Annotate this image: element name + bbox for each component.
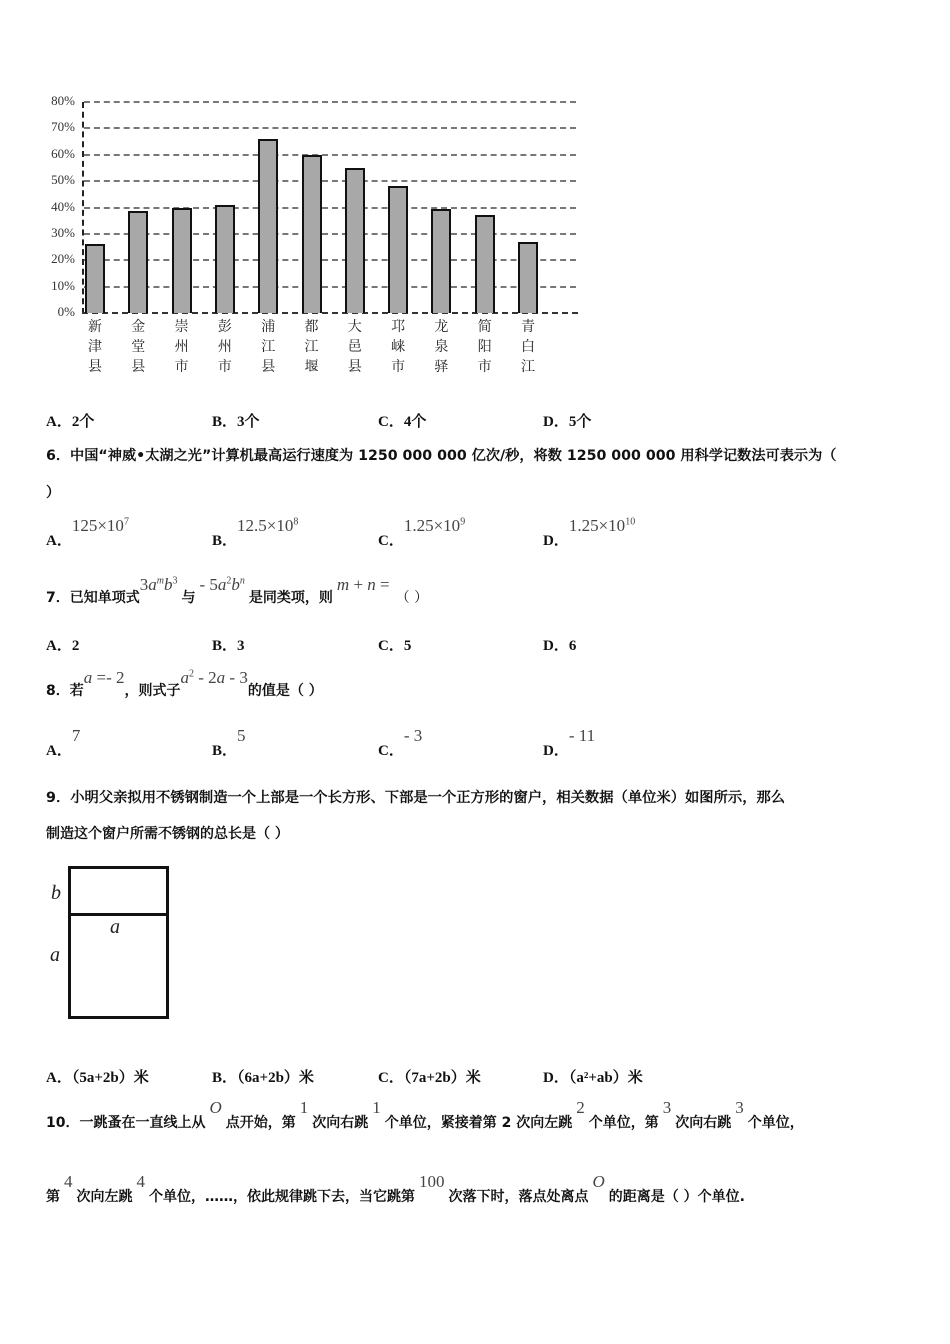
q10-text: 个单位，第 [588, 1115, 659, 1131]
q5-option-b[interactable]: B．3个 [212, 414, 260, 430]
x-tick-label: 崇 州 市 [174, 319, 189, 375]
x-tick-label: 新 津 县 [88, 319, 102, 375]
bar [475, 215, 495, 313]
q7-stem: 7．已知单项式$3a^mb^3$与- $5a^2b^n$是同类项，则m + n =（ ） [46, 575, 429, 606]
grid-line [84, 154, 576, 156]
q7-term2: - $5a^2b^n$ [199, 575, 245, 594]
window-diagram [40, 860, 190, 1030]
bar [172, 208, 192, 314]
label-a-top: a [110, 916, 120, 938]
q8-option-c[interactable]: C．- 3 [378, 726, 423, 759]
bar [85, 244, 105, 313]
q10-text: 第 [46, 1189, 60, 1205]
q9-option-a[interactable]: A．（5a+2b）米 [46, 1070, 149, 1086]
grid-line [84, 259, 576, 261]
grid-line [84, 101, 576, 103]
q10-stem-line2 [46, 1172, 745, 1205]
q8-option-a[interactable]: A．7 [46, 726, 81, 759]
x-tick-label: 简 阳 市 [477, 319, 492, 375]
q10-math: 100 [419, 1172, 445, 1191]
grid-line [84, 286, 576, 288]
label-b: b [51, 882, 61, 904]
grid-line [84, 207, 576, 209]
q6-stem-line1: 6．中国“神威•太湖之光”计算机最高运行速度为 1250 000 000 亿次/秒，将数 1250 000 000 用科学记数法可表示为（ [46, 448, 837, 464]
q9-stem-line2: 制造这个窗户所需不锈钢的总长是（ ） [46, 826, 289, 842]
x-tick-label: 青 白 江 [521, 319, 535, 375]
x-tick-label: 彭 州 市 [217, 319, 232, 375]
y-tick-label: 50% [51, 172, 75, 188]
q6-option-a[interactable]: A．$125\times 10^7$ [46, 516, 129, 549]
q10-math: 1 [372, 1098, 381, 1117]
q10-math: 4 [136, 1172, 145, 1191]
q5-option-d[interactable]: D．5个 [543, 414, 592, 430]
q10-math: O [592, 1172, 605, 1191]
q10-stem-line1 [46, 1098, 804, 1131]
bar [431, 209, 451, 313]
q9-option-b[interactable]: B．（6a+2b）米 [212, 1070, 314, 1086]
grid-line [84, 127, 576, 129]
bar-chart [30, 95, 590, 385]
q8-option-b[interactable]: B．5 [212, 726, 246, 759]
x-tick-label: 浦 江 县 [261, 319, 276, 375]
q9-option-c[interactable]: C．（7a+2b）米 [378, 1070, 481, 1086]
bar [345, 168, 365, 313]
x-tick-label: 金 堂 县 [131, 319, 146, 375]
q6-option-c[interactable]: C．$1.25\times 10^9$ [378, 516, 466, 549]
y-tick-label: 0% [57, 304, 75, 319]
q10-math: O [209, 1098, 222, 1117]
y-tick-label: 80% [51, 93, 75, 108]
q10-text: 个单位，……，依此规律跳下去，当它跳第 [149, 1189, 415, 1205]
x-tick-label: 都 江 堰 [304, 319, 319, 375]
q6-option-b[interactable]: B．$12.5\times 10^8$ [212, 516, 299, 549]
y-axis-line [82, 102, 84, 314]
x-tick-label: 大 邑 县 [347, 319, 362, 375]
bar [302, 155, 322, 313]
window-top-rectangle [68, 866, 169, 916]
q10-text: 10．一跳蚤在一直线上从 [46, 1115, 206, 1131]
y-tick-label: 10% [51, 277, 75, 293]
bar [215, 205, 235, 313]
bar [128, 211, 148, 313]
q7-option-c[interactable]: C．5 [378, 638, 412, 654]
q9-stem-line1: 9．小明父亲拟用不锈钢制造一个上部是一个长方形、下部是一个正方形的窗户，相关数据（单位米）如图所示，那么 [46, 790, 786, 806]
q10-text: 个单位，紧接着第 2 次向左跳 [384, 1115, 573, 1131]
q7-option-a[interactable]: A．2 [46, 638, 80, 654]
q7-expr: m + n = [336, 575, 390, 594]
q8-expression: $a^2 - 2a - 3$ [180, 668, 248, 687]
bar [388, 186, 408, 313]
x-tick-label: 龙 泉 驿 [434, 319, 449, 375]
bar [518, 242, 538, 313]
y-tick-label: 70% [51, 119, 75, 135]
q10-text: 点开始，第 [225, 1115, 296, 1131]
y-tick-label: 40% [51, 198, 75, 214]
q7-option-d[interactable]: D．6 [543, 638, 577, 654]
y-tick-label: 30% [51, 224, 75, 240]
grid-line [84, 180, 576, 182]
q10-text: 次落下时，落点处离点 [448, 1189, 589, 1205]
q10-math: 2 [576, 1098, 585, 1117]
q10-math: 1 [299, 1098, 309, 1117]
x-tick-label: 邛 崃 市 [391, 319, 406, 375]
q10-text: 的距离是（ ）个单位. [608, 1189, 745, 1205]
x-axis-line [82, 312, 578, 314]
q7-term1: $3a^mb^3$ [139, 575, 178, 594]
q8-condition: a =- 2 [83, 668, 125, 687]
q7-option-b[interactable]: B．3 [212, 638, 245, 654]
q5-option-c[interactable]: C．4个 [378, 414, 427, 430]
y-tick-label: 20% [51, 251, 75, 267]
q8-option-d[interactable]: D．- 11 [543, 726, 596, 759]
q6-stem-line2: ） [46, 485, 60, 501]
q10-text: 次向左跳 [76, 1189, 133, 1205]
bar [258, 139, 278, 313]
y-tick-label: 60% [51, 145, 75, 161]
q6-option-d[interactable]: D．$1.25\times 10^{10}$ [543, 516, 636, 549]
q9-option-d[interactable]: D．（a²+ab）米 [543, 1070, 643, 1086]
q10-text: 次向右跳 [312, 1115, 369, 1131]
q5-option-a[interactable]: A．2个 [46, 414, 95, 430]
q10-math: 3 [735, 1098, 744, 1117]
q10-text: 次向右跳 [675, 1115, 732, 1131]
q8-stem: 8．若a =- 2，则式子$a^2 - 2a - 3$的值是（ ） [46, 668, 323, 699]
label-a-side: a [50, 944, 60, 966]
q10-text: 个单位， [747, 1115, 804, 1131]
q10-math: 4 [64, 1172, 73, 1191]
grid-line [84, 233, 576, 235]
q10-math: 3 [662, 1098, 672, 1117]
